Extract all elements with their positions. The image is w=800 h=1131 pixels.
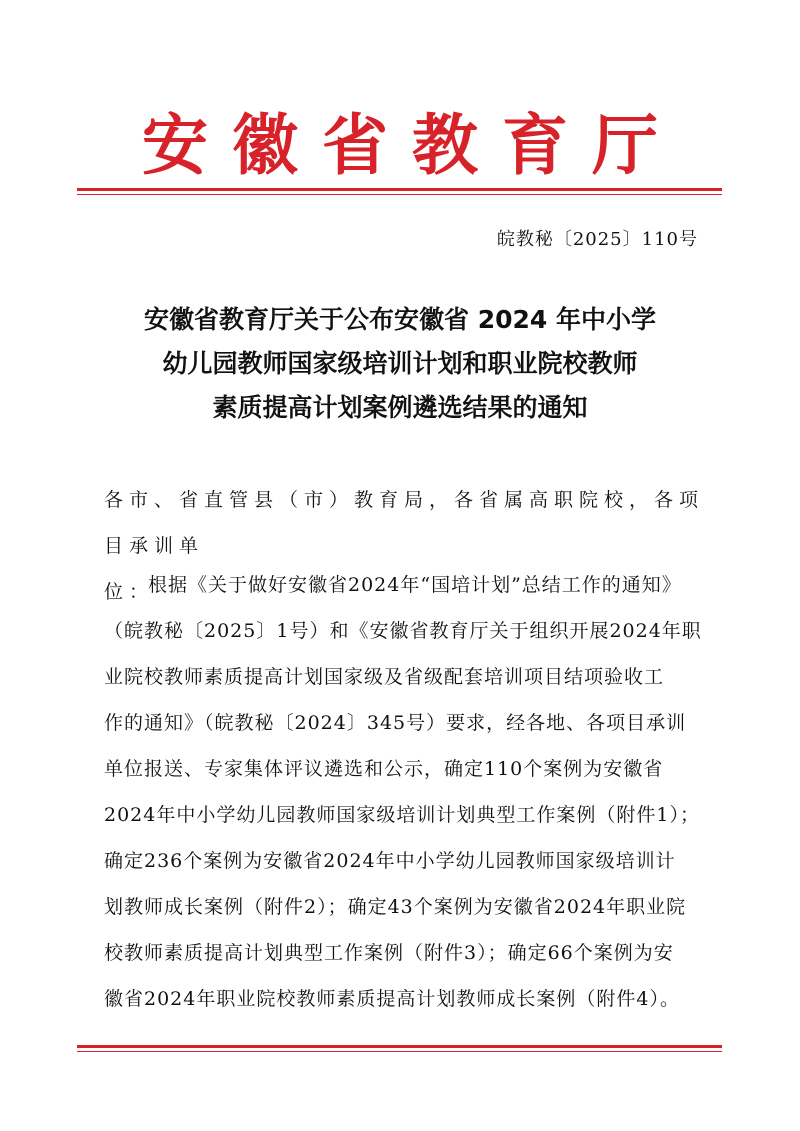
body-line: 2024年中小学幼儿园教师国家级培训计划典型工作案例（附件1）； [104, 804, 700, 826]
document-title [90, 298, 710, 430]
body-line: 确定236个案例为安徽省2024年中小学幼儿园教师国家级培训计 [104, 850, 676, 872]
body-line: 根据《关于做好安徽省2024年“国培计划”总结工作的通知》 [148, 574, 682, 596]
body-line: 业院校教师素质提高计划国家级及省级配套培训项目结项验收工 [104, 666, 665, 688]
body-line: 徽省2024年职业院校教师素质提高计划教师成长案例（附件4）。 [104, 988, 680, 1010]
addressee-line: 各市、省直管县（市）教育局，各省属高职院校，各项目承训单 [104, 489, 705, 557]
body-line: 作的通知》（皖教秘〔2024〕345号）要求，经各地、各项目承训 [104, 712, 687, 734]
masthead-title: 安徽省教育厅 [142, 106, 682, 184]
title-line: 幼儿园教师国家级培训计划和职业院校教师 [162, 349, 638, 378]
divider-thick-line [77, 1045, 722, 1048]
body-line: 单位报送、专家集体评议遴选和公示，确定110个案例为安徽省 [104, 758, 664, 780]
masthead-divider [77, 188, 722, 195]
body-line: 划教师成长案例（附件2）；确定43个案例为安徽省2024年职业院 [104, 896, 687, 918]
title-line: 安徽省教育厅关于公布安徽省 2024 年中小学 [144, 305, 656, 334]
addressee-line: 位： [104, 581, 155, 603]
document-number: 皖教秘〔2025〕110号 [496, 229, 698, 250]
divider-thick-line [77, 188, 722, 191]
title-line: 素质提高计划案例遴选结果的通知 [212, 393, 588, 422]
body-line: （皖教秘〔2025〕1号）和《安徽省教育厅关于组织开展2024年职 [104, 620, 702, 642]
footer-divider [77, 1045, 722, 1052]
body-paragraph [104, 562, 704, 1022]
divider-thin-line [77, 194, 722, 195]
divider-thin-line [77, 1051, 722, 1052]
body-line: 校教师素质提高计划典型工作案例（附件3）；确定66个案例为安 [104, 942, 674, 964]
